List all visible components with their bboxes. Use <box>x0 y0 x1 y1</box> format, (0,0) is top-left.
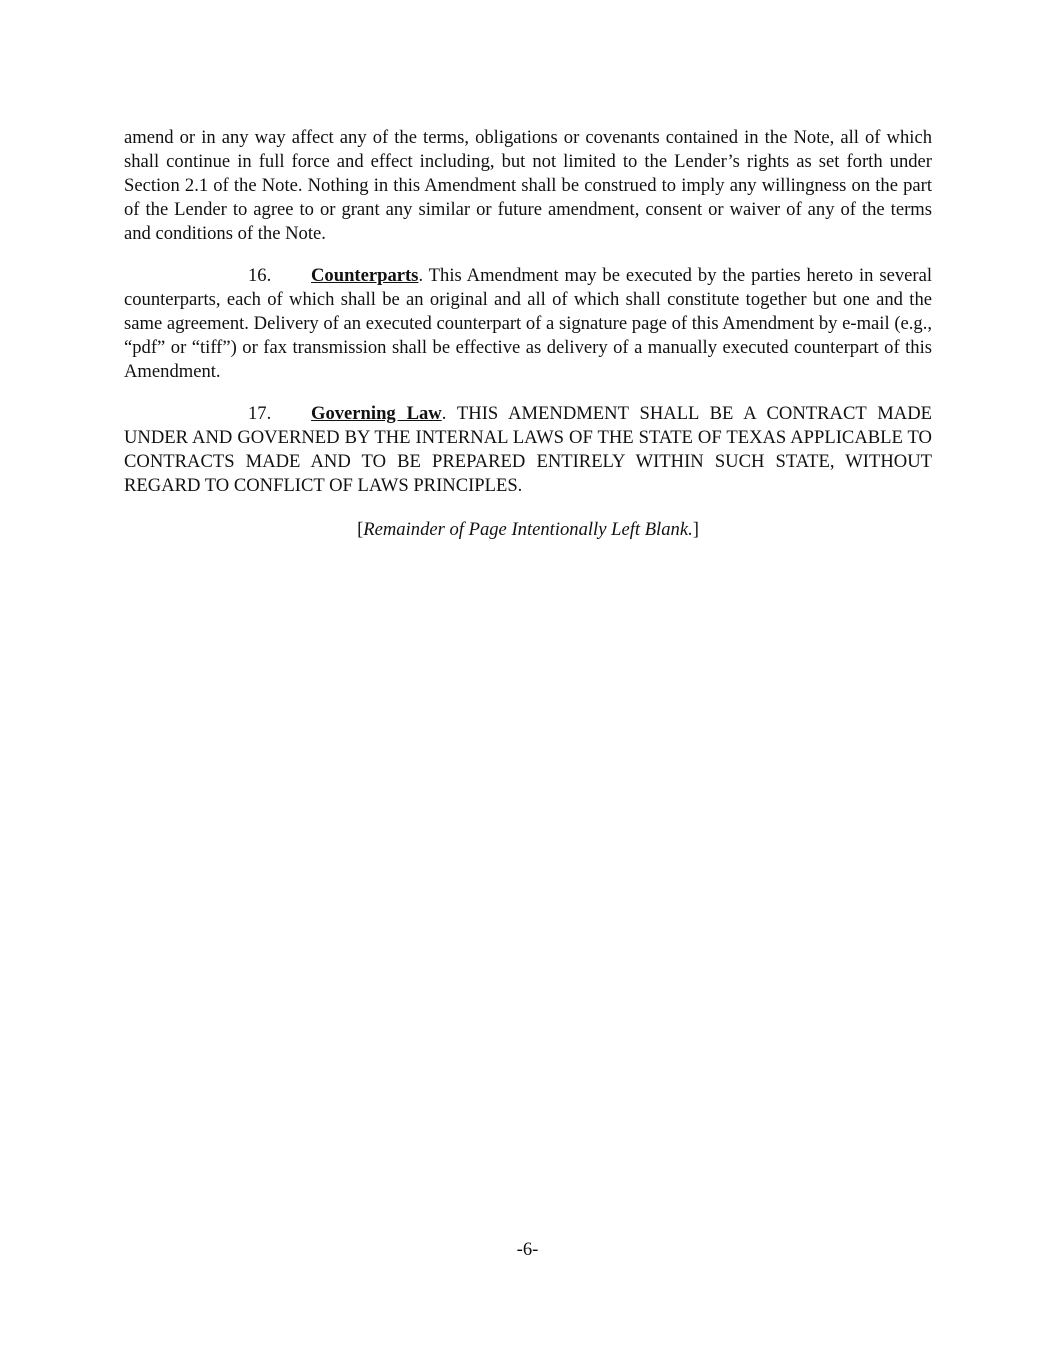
continued-paragraph-text: amend or in any way affect any of the terms, obligations or covenants contained in the Note, all of which shall continue in full force and effect including, but not limited to the Lender’s rights as set forth under Section 2.1 of the Note. Nothing in this Amendment shall be construed to imply any willingness on the part of the Lender to agree to or grant any similar or future amendment, consent or waiver of any of the terms and conditions of the Note. <box>124 127 932 244</box>
page-number: -6- <box>516 1239 539 1260</box>
remainder-open-bracket: [ <box>357 519 364 540</box>
remainder-text: Remainder of Page Intentionally Left Blank. <box>363 519 693 540</box>
remainder-close-bracket: ] <box>692 519 699 540</box>
section-16-number: 16. <box>248 265 272 286</box>
section-16-heading-period: . <box>418 265 424 286</box>
continued-paragraph <box>124 126 932 246</box>
section-16-body: This Amendment may be executed by the parties hereto in several counterparts, each of which shall be an original and all of which shall constitute together but one and the same agreement. Delivery of an executed counterpart of a signature page of this Amendment by e-mail (e.g., “pdf” or “tiff”) or fax transmission shall be effective as delivery of a manually executed counterpart of this Amendment. <box>124 265 932 382</box>
section-16-counterparts <box>124 264 932 384</box>
section-17-heading: Governing Law <box>311 403 442 424</box>
page-body <box>124 126 932 542</box>
section-17-heading-period: . <box>441 403 447 424</box>
section-16-heading: Counterparts <box>311 265 419 286</box>
section-17-body: THIS AMENDMENT SHALL BE A CONTRACT MADE UNDER AND GOVERNED BY THE INTERNAL LAWS OF THE STATE OF TEXAS APPLICABLE TO CONTRACTS MADE AND TO BE PREPARED ENTIRELY WITHIN SUCH STATE, WITHOUT REGARD TO CONFLICT OF LAWS PRINCIPLES. <box>124 403 932 496</box>
section-17-governing-law <box>124 402 932 498</box>
remainder-notice <box>124 518 932 542</box>
section-17-number: 17. <box>248 403 272 424</box>
